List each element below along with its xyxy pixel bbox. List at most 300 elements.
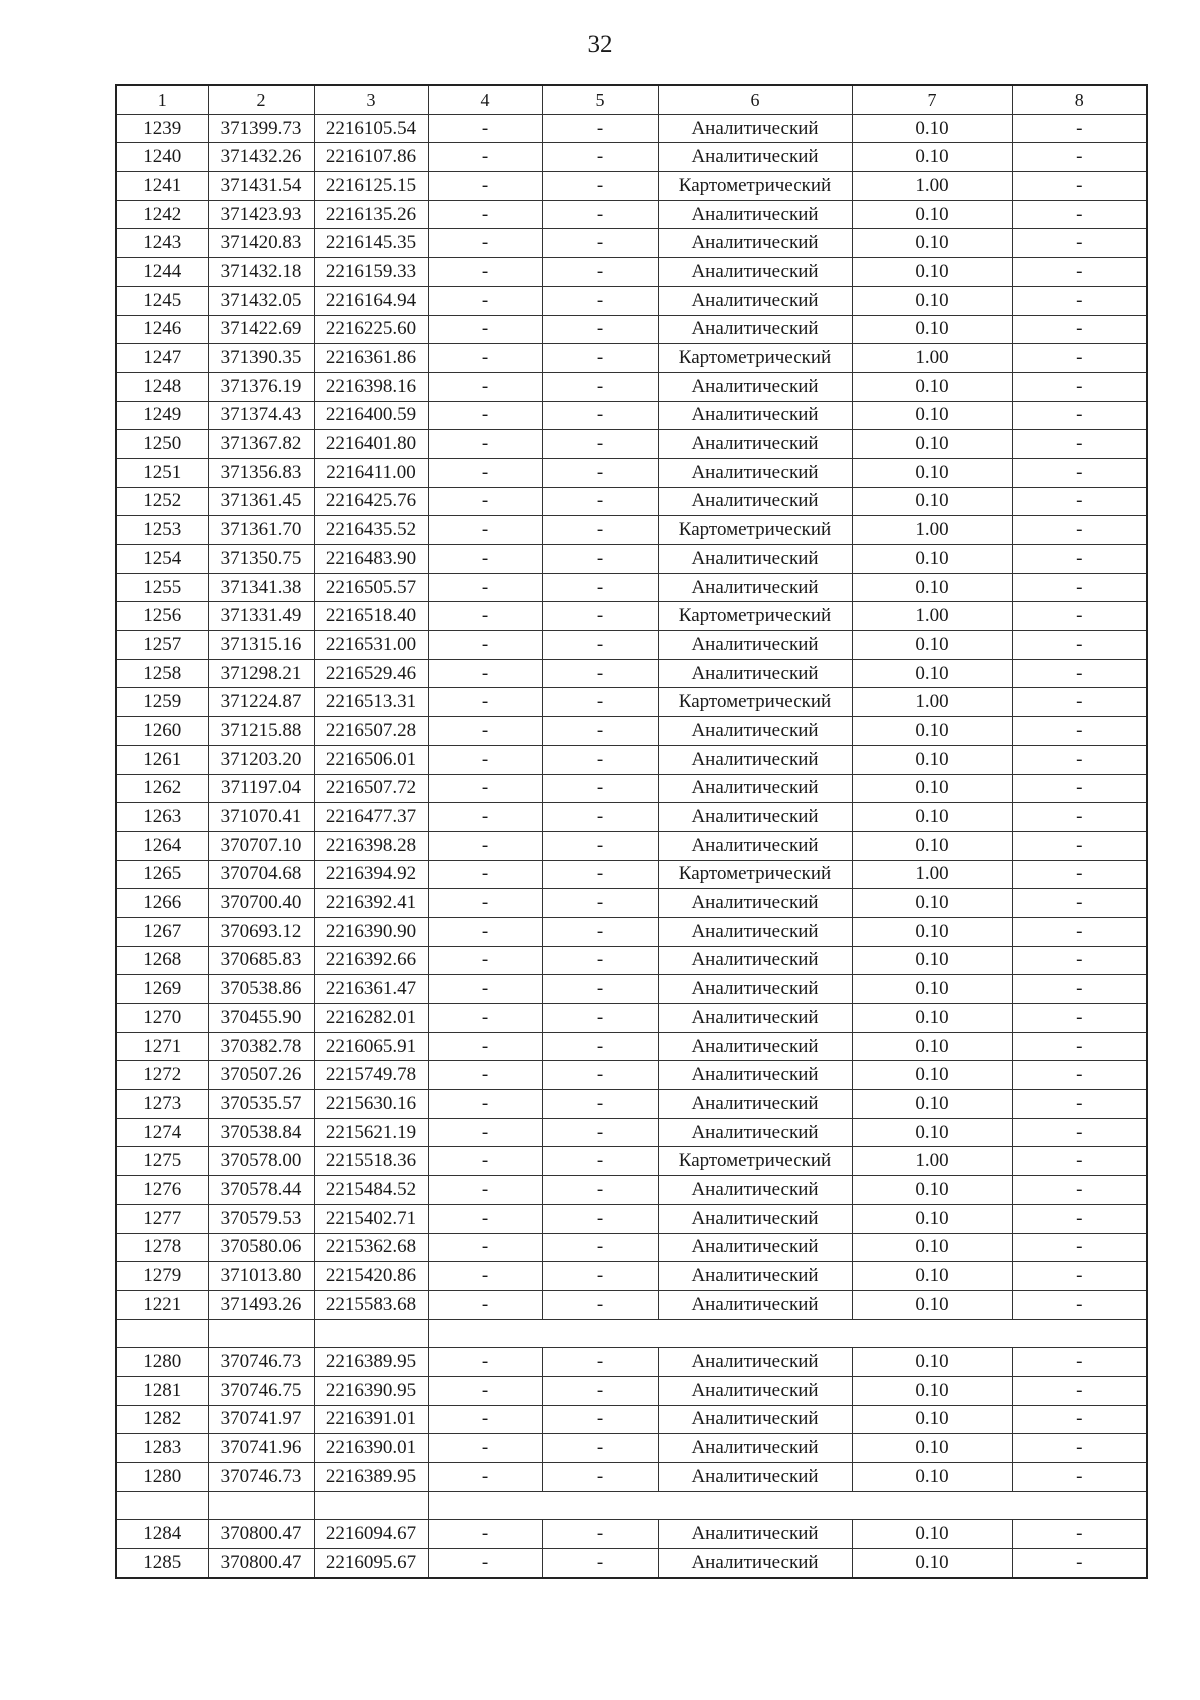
col-4-cell: - <box>428 344 542 373</box>
y-coordinate-cell: 2216145.35 <box>314 229 428 258</box>
point-number-cell: 1257 <box>116 631 208 660</box>
col-8-cell: - <box>1012 487 1147 516</box>
method-cell: Аналитический <box>658 803 852 832</box>
col-8-cell: - <box>1012 545 1147 574</box>
x-coordinate-cell: 370741.96 <box>208 1434 314 1463</box>
method-cell: Аналитический <box>658 258 852 287</box>
point-number-cell: 1264 <box>116 831 208 860</box>
col-8-cell: - <box>1012 1348 1147 1377</box>
x-coordinate-cell: 370693.12 <box>208 917 314 946</box>
col-8-cell: - <box>1012 688 1147 717</box>
col-8-cell: - <box>1012 917 1147 946</box>
point-number-cell: 1246 <box>116 315 208 344</box>
col-8-cell: - <box>1012 200 1147 229</box>
col-8-cell: - <box>1012 458 1147 487</box>
header-cell: 8 <box>1012 85 1147 114</box>
col-5-cell: - <box>542 602 658 631</box>
table-row <box>116 917 1147 946</box>
col-5-cell: - <box>542 143 658 172</box>
col-4-cell: - <box>428 516 542 545</box>
x-coordinate-cell: 371215.88 <box>208 717 314 746</box>
col-4-cell: - <box>428 1549 542 1578</box>
col-5-cell: - <box>542 487 658 516</box>
x-coordinate-cell: 370455.90 <box>208 1004 314 1033</box>
point-number-cell: 1277 <box>116 1204 208 1233</box>
table-row <box>116 143 1147 172</box>
col-4-cell: - <box>428 1032 542 1061</box>
x-coordinate-cell: 371367.82 <box>208 430 314 459</box>
point-number-cell: 1285 <box>116 1549 208 1578</box>
col-5-cell: - <box>542 831 658 860</box>
accuracy-cell: 0.10 <box>852 975 1012 1004</box>
x-coordinate-cell: 371197.04 <box>208 774 314 803</box>
col-5-cell: - <box>542 258 658 287</box>
col-8-cell: - <box>1012 1233 1147 1262</box>
col-8-cell: - <box>1012 430 1147 459</box>
col-5-cell: - <box>542 200 658 229</box>
method-cell: Картометрический <box>658 1147 852 1176</box>
col-5-cell: - <box>542 1004 658 1033</box>
accuracy-cell: 0.10 <box>852 229 1012 258</box>
x-coordinate-cell: 370382.78 <box>208 1032 314 1061</box>
table-row <box>116 717 1147 746</box>
empty-cell <box>208 1491 314 1520</box>
table-row <box>116 659 1147 688</box>
col-4-cell: - <box>428 1520 542 1549</box>
col-4-cell: - <box>428 1061 542 1090</box>
method-cell: Аналитический <box>658 1376 852 1405</box>
header-cell: 3 <box>314 85 428 114</box>
accuracy-cell: 0.10 <box>852 774 1012 803</box>
method-cell: Аналитический <box>658 1434 852 1463</box>
method-cell: Аналитический <box>658 717 852 746</box>
col-8-cell: - <box>1012 1434 1147 1463</box>
col-5-cell: - <box>542 1520 658 1549</box>
table-row <box>116 1118 1147 1147</box>
table-row <box>116 1090 1147 1119</box>
col-8-cell: - <box>1012 1549 1147 1578</box>
x-coordinate-cell: 370746.73 <box>208 1463 314 1492</box>
y-coordinate-cell: 2216095.67 <box>314 1549 428 1578</box>
y-coordinate-cell: 2216389.95 <box>314 1463 428 1492</box>
point-number-cell: 1271 <box>116 1032 208 1061</box>
accuracy-cell: 0.10 <box>852 1176 1012 1205</box>
y-coordinate-cell: 2216392.66 <box>314 946 428 975</box>
point-number-cell: 1244 <box>116 258 208 287</box>
accuracy-cell: 0.10 <box>852 200 1012 229</box>
method-cell: Аналитический <box>658 1032 852 1061</box>
col-8-cell: - <box>1012 258 1147 287</box>
col-5-cell: - <box>542 172 658 201</box>
table-row <box>116 975 1147 1004</box>
x-coordinate-cell: 371356.83 <box>208 458 314 487</box>
col-5-cell: - <box>542 458 658 487</box>
point-number-cell: 1284 <box>116 1520 208 1549</box>
col-8-cell: - <box>1012 1520 1147 1549</box>
col-8-cell: - <box>1012 516 1147 545</box>
point-number-cell: 1275 <box>116 1147 208 1176</box>
point-number-cell: 1267 <box>116 917 208 946</box>
point-number-cell: 1260 <box>116 717 208 746</box>
col-5-cell: - <box>542 1118 658 1147</box>
col-4-cell: - <box>428 401 542 430</box>
col-4-cell: - <box>428 172 542 201</box>
x-coordinate-cell: 371422.69 <box>208 315 314 344</box>
col-5-cell: - <box>542 401 658 430</box>
accuracy-cell: 0.10 <box>852 372 1012 401</box>
method-cell: Аналитический <box>658 143 852 172</box>
accuracy-cell: 0.10 <box>852 1463 1012 1492</box>
y-coordinate-cell: 2216506.01 <box>314 745 428 774</box>
col-5-cell: - <box>542 1262 658 1291</box>
x-coordinate-cell: 371298.21 <box>208 659 314 688</box>
x-coordinate-cell: 371432.26 <box>208 143 314 172</box>
col-5-cell: - <box>542 372 658 401</box>
x-coordinate-cell: 371341.38 <box>208 573 314 602</box>
method-cell: Картометрический <box>658 172 852 201</box>
empty-cell <box>428 1319 1147 1348</box>
col-8-cell: - <box>1012 286 1147 315</box>
x-coordinate-cell: 370800.47 <box>208 1549 314 1578</box>
method-cell: Аналитический <box>658 975 852 1004</box>
col-4-cell: - <box>428 1004 542 1033</box>
method-cell: Аналитический <box>658 1004 852 1033</box>
accuracy-cell: 0.10 <box>852 401 1012 430</box>
y-coordinate-cell: 2216135.26 <box>314 200 428 229</box>
point-number-cell: 1276 <box>116 1176 208 1205</box>
col-5-cell: - <box>542 1147 658 1176</box>
accuracy-cell: 0.10 <box>852 1118 1012 1147</box>
accuracy-cell: 1.00 <box>852 602 1012 631</box>
table-row <box>116 946 1147 975</box>
col-8-cell: - <box>1012 344 1147 373</box>
method-cell: Аналитический <box>658 458 852 487</box>
col-5-cell: - <box>542 1463 658 1492</box>
coordinates-table <box>115 84 1148 1579</box>
col-4-cell: - <box>428 573 542 602</box>
col-8-cell: - <box>1012 803 1147 832</box>
accuracy-cell: 0.10 <box>852 1204 1012 1233</box>
x-coordinate-cell: 371420.83 <box>208 229 314 258</box>
accuracy-cell: 0.10 <box>852 1434 1012 1463</box>
table-row <box>116 315 1147 344</box>
col-5-cell: - <box>542 975 658 1004</box>
empty-cell <box>314 1491 428 1520</box>
header-cell: 5 <box>542 85 658 114</box>
y-coordinate-cell: 2215484.52 <box>314 1176 428 1205</box>
table-row <box>116 1405 1147 1434</box>
method-cell: Аналитический <box>658 573 852 602</box>
accuracy-cell: 0.10 <box>852 745 1012 774</box>
col-4-cell: - <box>428 315 542 344</box>
col-5-cell: - <box>542 1061 658 1090</box>
table-separator-row <box>116 1319 1147 1348</box>
col-8-cell: - <box>1012 631 1147 660</box>
page-number: 32 <box>587 31 613 58</box>
col-4-cell: - <box>428 1262 542 1291</box>
col-4-cell: - <box>428 602 542 631</box>
method-cell: Аналитический <box>658 1204 852 1233</box>
col-8-cell: - <box>1012 372 1147 401</box>
col-8-cell: - <box>1012 946 1147 975</box>
method-cell: Аналитический <box>658 401 852 430</box>
y-coordinate-cell: 2216513.31 <box>314 688 428 717</box>
table-row <box>116 860 1147 889</box>
col-5-cell: - <box>542 1233 658 1262</box>
method-cell: Аналитический <box>658 659 852 688</box>
col-8-cell: - <box>1012 143 1147 172</box>
method-cell: Аналитический <box>658 545 852 574</box>
col-4-cell: - <box>428 1233 542 1262</box>
method-cell: Картометрический <box>658 602 852 631</box>
col-8-cell: - <box>1012 1176 1147 1205</box>
col-5-cell: - <box>542 573 658 602</box>
method-cell: Аналитический <box>658 631 852 660</box>
point-number-cell: 1280 <box>116 1463 208 1492</box>
table-header-row <box>116 85 1147 114</box>
accuracy-cell: 1.00 <box>852 688 1012 717</box>
x-coordinate-cell: 370580.06 <box>208 1233 314 1262</box>
accuracy-cell: 0.10 <box>852 1061 1012 1090</box>
method-cell: Аналитический <box>658 917 852 946</box>
method-cell: Аналитический <box>658 315 852 344</box>
col-4-cell: - <box>428 717 542 746</box>
col-8-cell: - <box>1012 975 1147 1004</box>
point-number-cell: 1269 <box>116 975 208 1004</box>
table-row <box>116 688 1147 717</box>
y-coordinate-cell: 2215749.78 <box>314 1061 428 1090</box>
y-coordinate-cell: 2215583.68 <box>314 1290 428 1319</box>
method-cell: Аналитический <box>658 372 852 401</box>
col-5-cell: - <box>542 1176 658 1205</box>
col-8-cell: - <box>1012 1376 1147 1405</box>
table-body <box>116 114 1147 1578</box>
col-8-cell: - <box>1012 573 1147 602</box>
accuracy-cell: 0.10 <box>852 143 1012 172</box>
col-4-cell: - <box>428 659 542 688</box>
col-8-cell: - <box>1012 889 1147 918</box>
col-5-cell: - <box>542 659 658 688</box>
col-4-cell: - <box>428 545 542 574</box>
accuracy-cell: 0.10 <box>852 1520 1012 1549</box>
method-cell: Аналитический <box>658 774 852 803</box>
col-5-cell: - <box>542 430 658 459</box>
y-coordinate-cell: 2216529.46 <box>314 659 428 688</box>
point-number-cell: 1252 <box>116 487 208 516</box>
x-coordinate-cell: 371224.87 <box>208 688 314 717</box>
point-number-cell: 1254 <box>116 545 208 574</box>
col-5-cell: - <box>542 917 658 946</box>
col-8-cell: - <box>1012 717 1147 746</box>
y-coordinate-cell: 2215362.68 <box>314 1233 428 1262</box>
col-5-cell: - <box>542 688 658 717</box>
y-coordinate-cell: 2216105.54 <box>314 114 428 143</box>
col-5-cell: - <box>542 1376 658 1405</box>
table-row <box>116 430 1147 459</box>
point-number-cell: 1243 <box>116 229 208 258</box>
table-row <box>116 229 1147 258</box>
col-4-cell: - <box>428 860 542 889</box>
table-row <box>116 344 1147 373</box>
x-coordinate-cell: 371203.20 <box>208 745 314 774</box>
table-row <box>116 1032 1147 1061</box>
method-cell: Аналитический <box>658 1348 852 1377</box>
table-row <box>116 516 1147 545</box>
col-4-cell: - <box>428 1204 542 1233</box>
col-4-cell: - <box>428 975 542 1004</box>
point-number-cell: 1253 <box>116 516 208 545</box>
point-number-cell: 1279 <box>116 1262 208 1291</box>
point-number-cell: 1221 <box>116 1290 208 1319</box>
col-5-cell: - <box>542 860 658 889</box>
table-row <box>116 1204 1147 1233</box>
x-coordinate-cell: 371432.18 <box>208 258 314 287</box>
table-row <box>116 831 1147 860</box>
x-coordinate-cell: 370746.75 <box>208 1376 314 1405</box>
table-row <box>116 114 1147 143</box>
point-number-cell: 1250 <box>116 430 208 459</box>
accuracy-cell: 0.10 <box>852 114 1012 143</box>
accuracy-cell: 0.10 <box>852 286 1012 315</box>
x-coordinate-cell: 371350.75 <box>208 545 314 574</box>
col-8-cell: - <box>1012 1463 1147 1492</box>
y-coordinate-cell: 2216094.67 <box>314 1520 428 1549</box>
point-number-cell: 1278 <box>116 1233 208 1262</box>
col-4-cell: - <box>428 487 542 516</box>
x-coordinate-cell: 370707.10 <box>208 831 314 860</box>
accuracy-cell: 0.10 <box>852 659 1012 688</box>
col-4-cell: - <box>428 688 542 717</box>
y-coordinate-cell: 2216225.60 <box>314 315 428 344</box>
col-4-cell: - <box>428 258 542 287</box>
table-row <box>116 258 1147 287</box>
y-coordinate-cell: 2216531.00 <box>314 631 428 660</box>
x-coordinate-cell: 371070.41 <box>208 803 314 832</box>
x-coordinate-cell: 370800.47 <box>208 1520 314 1549</box>
empty-cell <box>116 1319 208 1348</box>
col-4-cell: - <box>428 229 542 258</box>
accuracy-cell: 0.10 <box>852 1290 1012 1319</box>
x-coordinate-cell: 370746.73 <box>208 1348 314 1377</box>
method-cell: Аналитический <box>658 831 852 860</box>
method-cell: Аналитический <box>658 1549 852 1578</box>
y-coordinate-cell: 2216392.41 <box>314 889 428 918</box>
y-coordinate-cell: 2215630.16 <box>314 1090 428 1119</box>
table-row <box>116 1290 1147 1319</box>
y-coordinate-cell: 2216401.80 <box>314 430 428 459</box>
accuracy-cell: 0.10 <box>852 487 1012 516</box>
accuracy-cell: 1.00 <box>852 172 1012 201</box>
header-cell: 2 <box>208 85 314 114</box>
col-5-cell: - <box>542 889 658 918</box>
y-coordinate-cell: 2216282.01 <box>314 1004 428 1033</box>
y-coordinate-cell: 2216425.76 <box>314 487 428 516</box>
col-8-cell: - <box>1012 172 1147 201</box>
col-5-cell: - <box>542 1290 658 1319</box>
point-number-cell: 1282 <box>116 1405 208 1434</box>
x-coordinate-cell: 370578.44 <box>208 1176 314 1205</box>
accuracy-cell: 1.00 <box>852 860 1012 889</box>
col-8-cell: - <box>1012 774 1147 803</box>
col-8-cell: - <box>1012 1118 1147 1147</box>
table-row <box>116 1004 1147 1033</box>
y-coordinate-cell: 2216400.59 <box>314 401 428 430</box>
col-5-cell: - <box>542 1090 658 1119</box>
method-cell: Аналитический <box>658 1520 852 1549</box>
col-8-cell: - <box>1012 1290 1147 1319</box>
y-coordinate-cell: 2216394.92 <box>314 860 428 889</box>
header-cell: 7 <box>852 85 1012 114</box>
table-row <box>116 1463 1147 1492</box>
accuracy-cell: 0.10 <box>852 258 1012 287</box>
header-cell: 1 <box>116 85 208 114</box>
point-number-cell: 1270 <box>116 1004 208 1033</box>
empty-cell <box>314 1319 428 1348</box>
col-4-cell: - <box>428 1176 542 1205</box>
x-coordinate-cell: 371376.19 <box>208 372 314 401</box>
method-cell: Аналитический <box>658 430 852 459</box>
col-5-cell: - <box>542 803 658 832</box>
x-coordinate-cell: 370538.86 <box>208 975 314 1004</box>
table-row <box>116 573 1147 602</box>
accuracy-cell: 0.10 <box>852 430 1012 459</box>
method-cell: Аналитический <box>658 229 852 258</box>
y-coordinate-cell: 2216398.28 <box>314 831 428 860</box>
accuracy-cell: 1.00 <box>852 516 1012 545</box>
table-row <box>116 631 1147 660</box>
y-coordinate-cell: 2216435.52 <box>314 516 428 545</box>
table-row <box>116 1147 1147 1176</box>
y-coordinate-cell: 2216505.57 <box>314 573 428 602</box>
point-number-cell: 1263 <box>116 803 208 832</box>
x-coordinate-cell: 370579.53 <box>208 1204 314 1233</box>
col-8-cell: - <box>1012 1061 1147 1090</box>
accuracy-cell: 0.10 <box>852 458 1012 487</box>
col-8-cell: - <box>1012 114 1147 143</box>
y-coordinate-cell: 2216398.16 <box>314 372 428 401</box>
table-row <box>116 745 1147 774</box>
y-coordinate-cell: 2215621.19 <box>314 1118 428 1147</box>
col-5-cell: - <box>542 774 658 803</box>
x-coordinate-cell: 371390.35 <box>208 344 314 373</box>
method-cell: Аналитический <box>658 286 852 315</box>
col-4-cell: - <box>428 1376 542 1405</box>
method-cell: Аналитический <box>658 889 852 918</box>
y-coordinate-cell: 2216361.86 <box>314 344 428 373</box>
y-coordinate-cell: 2216361.47 <box>314 975 428 1004</box>
accuracy-cell: 0.10 <box>852 545 1012 574</box>
y-coordinate-cell: 2216125.15 <box>314 172 428 201</box>
col-8-cell: - <box>1012 1405 1147 1434</box>
point-number-cell: 1265 <box>116 860 208 889</box>
col-8-cell: - <box>1012 831 1147 860</box>
method-cell: Аналитический <box>658 487 852 516</box>
accuracy-cell: 0.10 <box>852 1233 1012 1262</box>
point-number-cell: 1241 <box>116 172 208 201</box>
x-coordinate-cell: 371361.45 <box>208 487 314 516</box>
accuracy-cell: 0.10 <box>852 1405 1012 1434</box>
table-row <box>116 1520 1147 1549</box>
table-row <box>116 401 1147 430</box>
x-coordinate-cell: 370507.26 <box>208 1061 314 1090</box>
accuracy-cell: 0.10 <box>852 1348 1012 1377</box>
col-4-cell: - <box>428 1147 542 1176</box>
point-number-cell: 1240 <box>116 143 208 172</box>
point-number-cell: 1281 <box>116 1376 208 1405</box>
table-row <box>116 545 1147 574</box>
x-coordinate-cell: 371331.49 <box>208 602 314 631</box>
table-row <box>116 889 1147 918</box>
